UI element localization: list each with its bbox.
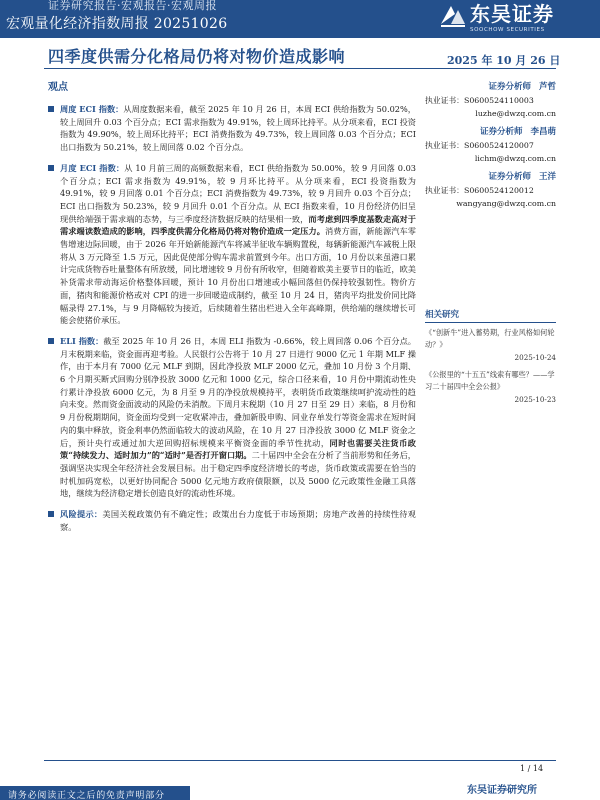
- analyst-card: [425, 125, 556, 165]
- cert-number: S0600524110003: [463, 96, 534, 105]
- report-date: 2025 年 10 月 26 日: [447, 54, 561, 67]
- disclaimer-text: 请务必阅读正文之后的免责声明部分: [8, 791, 165, 800]
- related-item-date: 2025-10-23: [514, 395, 556, 404]
- bullet-emphasis: 同时也需要关注货币政策“持续发力、适时加力”的“适时”是否打开窗口期。: [60, 437, 416, 461]
- analyst-role: 证券分析师: [488, 172, 531, 182]
- related-item-title[interactable]: 《“创新牛”进入蓄势期，行业风格如何轮动？》: [425, 328, 555, 349]
- bullet-text: 截至 2025 年 10 月 26 日，本周 ELI 指数为 -0.66%，较上周回落 0.06 个百分点。月末税期来临，资金面再迎考验。人民银行公告将于 10 月 27 日进行 9000 亿元 1 年期 MLF 操作，由于本月有 7000 亿元 MLF 到期，因此净投放 MLF 2000 亿元，叠加 10 月份 3 个月期、6 个月期买断式回购分别净投放 3000 亿元和 1000 亿元，综合口径来看，10 月份中期流动性央行累计净投放 6000 亿元，为 8 月至 9 月的净投放规模持平，表明货币政策继续呵护流动性的趋向未变。然而资金面波动的风险仍未消散。下周月末税期（10 月 27 日至 29 日）来临，8 月份和 9 月份税期期间，资金面均受到一定收紧冲击，叠加新股申购、同业存单发行等资金需求在短时间内的集中释放，资金利率仍然面临较大的波动风险，在 10 月 27 日净投放 3000 亿 MLF 资金之后，预计央行或通过加大逆回购招标规模来平衡资金面的季节性扰动，: [60, 335, 416, 448]
- title-divider: [44, 68, 556, 69]
- brand-logo: [438, 2, 588, 36]
- related-research: [425, 308, 556, 411]
- section-title: 观点: [48, 82, 68, 93]
- logo-text-en: SOOCHOW SECURITIES: [470, 27, 545, 33]
- cert-label: 执业证书：: [425, 186, 464, 195]
- main-content: [48, 78, 416, 542]
- logo-mark-icon: [438, 2, 468, 30]
- bullet-text: 从 10 月前三周的高频数据来看，ECI 供给指数为 50.00%，较 9 月回落 0.03 个百分点；ECI 需求指数为 49.91%，较 9 月环比持平。从分项来看，ECI 投资指数为 49.91%，较 9 月回落 0.01 个百分点；ECI 消费指数为 49.73%，较 9 月回升 0.03 个百分点；ECI 出口指数为 50.23%，较 9 月回升 0.01 个百分点。从 ECI 指数来看，10 月份经济仍旧呈现供给端强于需求端的态势，与三季度经济数据反映的结果相一致，: [60, 162, 416, 224]
- cert-label: 执业证书：: [425, 96, 464, 105]
- bullet-square-icon: [48, 106, 54, 112]
- analyst-email[interactable]: wangyang@dwzq.com.cn: [456, 199, 556, 208]
- analyst-role: 证券分析师: [479, 127, 523, 137]
- bullet-tail: 二十届四中全会在分析了当前形势和任务后，强调坚决实现全年经济社会发展目标。出于稳定四季度经济增长的考虑，货币政策或需要在恰当的时机加码宽松，以更好协同配合 5000 亿元地方政府债限额，以及 5000 亿元政策性金融工具落地，继续为经济稳定增长创造良好的流动性环境。: [60, 450, 416, 499]
- analyst-name: 芦哲: [538, 82, 556, 92]
- bullet-eli: [48, 335, 416, 500]
- analyst-email[interactable]: lichm@dwzq.com.cn: [474, 154, 556, 163]
- bullet-square-icon: [48, 511, 54, 517]
- firm-name: 东吴证券研究所: [467, 785, 537, 796]
- analyst-email[interactable]: luzhe@dwzq.com.cn: [475, 109, 556, 118]
- related-item-date: 2025-10-24: [514, 353, 556, 362]
- footer-divider: [44, 760, 556, 761]
- bullet-lead: ELI 指数：: [60, 335, 104, 346]
- analyst-name: 王洋: [538, 172, 556, 182]
- cert-number: S0600524120012: [463, 186, 534, 195]
- analyst-name: 李昌萌: [530, 127, 556, 137]
- analyst-panel: [425, 80, 556, 215]
- related-item-title[interactable]: 《公报里的“十五五”线索有哪些？——学习二十届四中全会公报》: [425, 370, 555, 391]
- bullet-risk: [48, 508, 416, 533]
- page-title: 四季度供需分化格局仍将对物价造成影响: [48, 47, 346, 66]
- bullet-text: 从周度数据来看，截至 2025 年 10 月 26 日，本周 ECI 供给指数为 50.02%，较上周回升 0.03 个百分点；ECI 需求指数为 49.91%，较上周环比持平。从分项来看，ECI 投资指数为 49.90%，较上周环比持平；ECI 消费指数为 49.73%，较上周回落 0.03 个百分点；ECI 出口指数为 50.21%，较上周回落 0.02 个百分点。: [60, 104, 416, 153]
- report-category: 证券研究报告·宏观报告·宏观周报: [48, 0, 217, 12]
- analyst-card: [425, 80, 556, 120]
- bullet-lead: 风险提示：: [60, 509, 103, 520]
- cert-label: 执业证书：: [425, 141, 464, 150]
- analyst-card: [425, 170, 556, 210]
- analyst-role: 证券分析师: [488, 82, 531, 92]
- report-name: 宏观量化经济指数周报 20251026: [6, 16, 228, 32]
- bullet-emphasis: 而考虑到四季度基数走高对于需求端读数造成的影响，四季度供需分化格局仍将对物价造成一定压力。: [60, 213, 416, 237]
- bullet-weekly-eci: [48, 103, 416, 154]
- related-heading: 相关研究: [425, 308, 556, 323]
- bullet-lead: 月度 ECI 指数：: [60, 162, 125, 173]
- bullet-square-icon: [48, 338, 54, 344]
- page-number: 1 / 14: [520, 764, 544, 773]
- bullet-monthly-eci: [48, 162, 416, 327]
- cert-number: S0600524120007: [463, 141, 534, 150]
- bullet-tail: 消费方面，新能源汽车零售增速边际回暖，由于 2026 年开始新能源汽车将减半征收车辆购置税，每辆新能源汽车减税上限将从 3 万元降至 1.5 万元，因此促使部分购车需求前置到今年。出口方面，10 月份以来虽港口累计完成货物吞吐量整体有所放缓，同比增速较 9 月份有所收窄，但随着欧美主要节日的临近，欧美补货需求带动海运价格整体回暖，预计 10 月份出口增速或小幅回落但仍保持较强韧性。物价方面，猪肉和能源价格或对 CPI 的进一步回暖造成制约，截至 10 月 24 日，猪肉平均批发价同比降幅录得 27.1%，与 9 月降幅较为接近，后续随着生猪出栏进入全年高峰期，供给端的继续增长可能会使猪价承压。: [60, 226, 416, 326]
- bullet-text: 美国关税政策仍有不确定性；政策出台力度低于市场预期；房地产改善的持续性待观察。: [60, 509, 416, 532]
- logo-text-cn: 东吴证券: [470, 2, 554, 26]
- bullet-square-icon: [48, 165, 54, 171]
- bullet-lead: 周度 ECI 指数：: [60, 104, 124, 114]
